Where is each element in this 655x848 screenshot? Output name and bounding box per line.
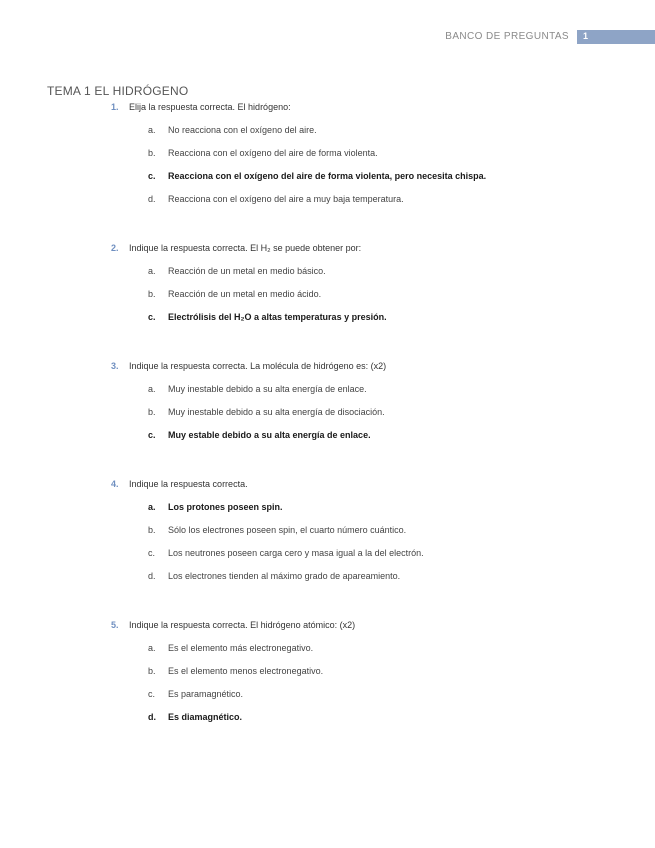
question-stem bbox=[0, 620, 655, 634]
option-list bbox=[0, 125, 655, 217]
option-text: Reacción de un metal en medio ácido. bbox=[168, 289, 322, 299]
option-letter: c. bbox=[148, 689, 156, 699]
question-text: Indique la respuesta correcta. El H₂ se puede obtener por: bbox=[129, 243, 362, 253]
question-stem bbox=[0, 361, 655, 375]
option-text: Es paramagnético. bbox=[168, 689, 244, 699]
option-a-correct bbox=[0, 502, 655, 525]
question-number: 1. bbox=[111, 102, 119, 112]
option-list bbox=[0, 643, 655, 735]
option-text: Es el elemento más electronegativo. bbox=[168, 643, 314, 653]
option-letter: b. bbox=[148, 666, 156, 676]
question-stem bbox=[0, 243, 655, 257]
question-number: 3. bbox=[111, 361, 119, 371]
option-letter: a. bbox=[148, 502, 156, 512]
option-letter: a. bbox=[148, 643, 156, 653]
option-letter: b. bbox=[148, 525, 156, 535]
option-b bbox=[0, 148, 655, 171]
option-letter: c. bbox=[148, 312, 156, 322]
option-text: Los neutrones poseen carga cero y masa igual a la del electrón. bbox=[168, 548, 424, 558]
option-d-correct bbox=[0, 712, 655, 735]
option-letter: b. bbox=[148, 148, 156, 158]
question-text: Elija la respuesta correcta. El hidrógeno: bbox=[129, 102, 291, 112]
option-text: Reacciona con el oxígeno del aire a muy baja temperatura. bbox=[168, 194, 404, 204]
option-c bbox=[0, 548, 655, 571]
page-header bbox=[0, 30, 655, 44]
question-stem bbox=[0, 479, 655, 493]
page-number-bar bbox=[577, 30, 655, 44]
page-number: 1 bbox=[583, 31, 589, 41]
question-2 bbox=[0, 243, 655, 335]
option-b bbox=[0, 666, 655, 689]
option-a bbox=[0, 266, 655, 289]
option-text: Reacciona con el oxígeno del aire de forma violenta, pero necesita chispa. bbox=[168, 171, 487, 181]
question-number: 5. bbox=[111, 620, 119, 630]
option-a bbox=[0, 643, 655, 666]
topic-title: TEMA 1 EL HIDRÓGENO bbox=[47, 84, 189, 98]
option-letter: c. bbox=[148, 430, 156, 440]
option-c-correct bbox=[0, 171, 655, 194]
question-5 bbox=[0, 620, 655, 735]
option-text: Muy estable debido a su alta energía de enlace. bbox=[168, 430, 371, 440]
option-letter: d. bbox=[148, 194, 156, 204]
option-b bbox=[0, 289, 655, 312]
option-letter: b. bbox=[148, 407, 156, 417]
question-4 bbox=[0, 479, 655, 594]
option-c-correct bbox=[0, 312, 655, 335]
option-text: Muy inestable debido a su alta energía de disociación. bbox=[168, 407, 385, 417]
option-b bbox=[0, 525, 655, 548]
option-text: Reacción de un metal en medio básico. bbox=[168, 266, 326, 276]
question-list bbox=[0, 102, 655, 761]
option-list bbox=[0, 384, 655, 453]
option-d bbox=[0, 571, 655, 594]
option-text: Reacciona con el oxígeno del aire de forma violenta. bbox=[168, 148, 378, 158]
option-letter: c. bbox=[148, 171, 156, 181]
option-d bbox=[0, 194, 655, 217]
option-letter: d. bbox=[148, 571, 156, 581]
option-letter: d. bbox=[148, 712, 156, 722]
option-c-correct bbox=[0, 430, 655, 453]
option-c bbox=[0, 689, 655, 712]
option-letter: b. bbox=[148, 289, 156, 299]
question-stem bbox=[0, 102, 655, 116]
option-list bbox=[0, 266, 655, 335]
question-text: Indique la respuesta correcta. bbox=[129, 479, 248, 489]
question-number: 4. bbox=[111, 479, 119, 489]
option-b bbox=[0, 407, 655, 430]
option-a bbox=[0, 384, 655, 407]
question-1 bbox=[0, 102, 655, 217]
option-text: Muy inestable debido a su alta energía de enlace. bbox=[168, 384, 367, 394]
option-letter: c. bbox=[148, 548, 156, 558]
option-text: Es diamagnético. bbox=[168, 712, 243, 722]
option-letter: a. bbox=[148, 384, 156, 394]
option-text: Los protones poseen spin. bbox=[168, 502, 283, 512]
header-title: BANCO DE PREGUNTAS bbox=[445, 31, 569, 42]
option-list bbox=[0, 502, 655, 594]
question-number: 2. bbox=[111, 243, 119, 253]
option-text: Los electrones tienden al máximo grado de apareamiento. bbox=[168, 571, 401, 581]
question-text: Indique la respuesta correcta. El hidrógeno atómico: (x2) bbox=[129, 620, 356, 630]
option-text: Es el elemento menos electronegativo. bbox=[168, 666, 324, 676]
question-text: Indique la respuesta correcta. La molécula de hidrógeno es: (x2) bbox=[129, 361, 387, 371]
option-text: Electrólisis del H₂O a altas temperaturas y presión. bbox=[168, 312, 387, 322]
question-3 bbox=[0, 361, 655, 453]
option-a bbox=[0, 125, 655, 148]
option-letter: a. bbox=[148, 125, 156, 135]
option-text: Sólo los electrones poseen spin, el cuarto número cuántico. bbox=[168, 525, 407, 535]
option-letter: a. bbox=[148, 266, 156, 276]
option-text: No reacciona con el oxígeno del aire. bbox=[168, 125, 317, 135]
